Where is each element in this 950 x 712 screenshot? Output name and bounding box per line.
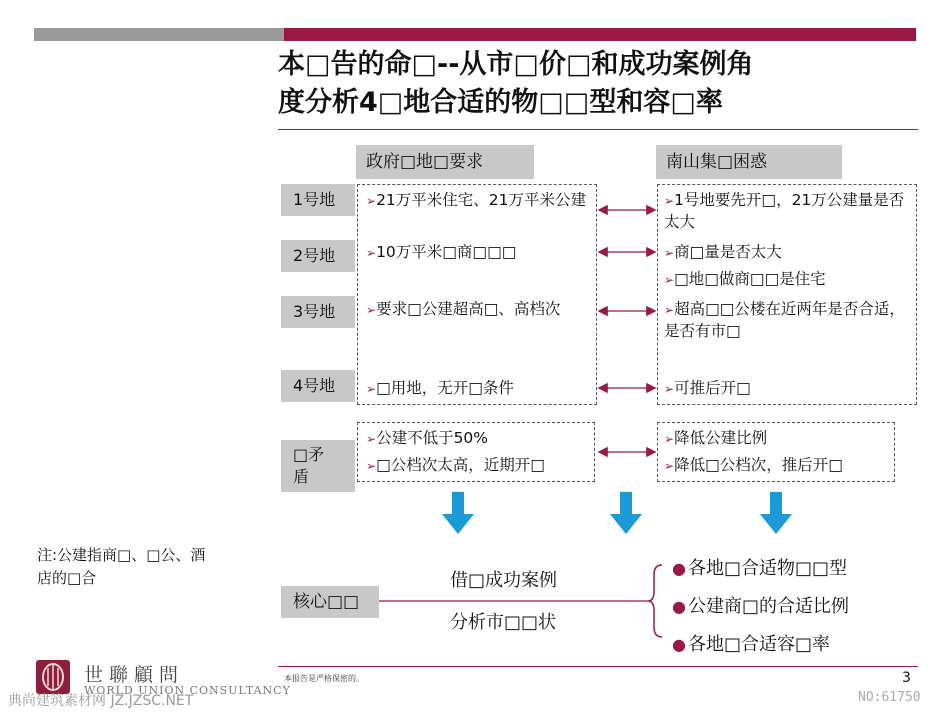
contradiction-gov-2: ➢□公档次太高，近期开□: [366, 456, 545, 474]
down-arrow-icon: [610, 492, 642, 534]
circle-bullet-icon: ●: [672, 597, 686, 616]
arrow-bullet-icon: ➢: [664, 246, 675, 260]
down-arrow-icon: [760, 492, 792, 534]
logo-english-name: WORLD UNION CONSULTANCY: [84, 684, 291, 697]
concern-item-4: ➢可推后开□: [664, 379, 751, 397]
concern-item-3: ➢超高□□公楼在近两年是否合适，是否有市□: [664, 300, 905, 340]
gov-item-1: ➢21万平米住宅、21万平米公建: [366, 191, 587, 209]
outcome-3: ● 各地□合适容□率: [672, 634, 830, 655]
outcome-bracket: [648, 565, 662, 637]
contradiction-gov-1: ➢公建不低于50%: [366, 429, 489, 447]
watermark-left: 典尚建筑素材网 JZ.JZSC.NET: [8, 693, 194, 709]
method-2: 分析市□□状: [450, 612, 557, 633]
arrow-bullet-icon: ➢: [366, 432, 377, 446]
footer-rule: [278, 666, 918, 667]
arrow-bullet-icon: ➢: [664, 432, 675, 446]
page-number: 3: [902, 670, 911, 686]
footnote: 注:公建指商□、□公、酒店的□合: [37, 546, 206, 587]
arrow-bullet-icon: ➢: [664, 194, 675, 208]
outcome-1: ● 各地□合适物□□型: [672, 558, 847, 579]
confidential-note: 本报告是严格保密的。: [284, 674, 364, 683]
row-label-4: 4号地: [281, 370, 355, 402]
arrow-bullet-icon: ➢: [366, 194, 377, 208]
circle-bullet-icon: ●: [672, 559, 686, 578]
method-1: 借□成功案例: [450, 570, 558, 591]
core-label: 核心□□: [281, 586, 379, 618]
down-arrow-icon: [442, 492, 474, 534]
outcome-2: ● 公建商□的合适比例: [672, 596, 849, 617]
header-government: 政府□地□要求: [356, 145, 534, 179]
arrow-bullet-icon: ➢: [664, 382, 675, 396]
arrow-bullet-icon: ➢: [366, 246, 377, 260]
header-nanshan: 南山集□困惑: [656, 145, 842, 179]
gov-item-4: ➢□用地，无开□条件: [366, 379, 514, 397]
row-label-3: 3号地: [281, 296, 355, 328]
contradiction-concern-1: ➢降低公建比例: [664, 429, 768, 447]
arrow-bullet-icon: ➢: [664, 459, 675, 473]
arrow-bullet-icon: ➢: [664, 273, 675, 287]
gov-item-2: ➢10万平米□商□□□: [366, 243, 517, 261]
circle-bullet-icon: ●: [672, 635, 686, 654]
company-logo-icon: [36, 660, 70, 694]
contradiction-concern-2: ➢降低□公档次，推后开□: [664, 456, 843, 474]
title-line-2: 度分析4□地合适的物□□型和容□率: [278, 87, 723, 118]
watermark-right: NO:61750: [858, 690, 921, 705]
contradiction-label: □矛盾: [281, 440, 355, 492]
arrow-bullet-icon: ➢: [366, 459, 377, 473]
concern-item-2b: ➢□地□做商□□是住宅: [664, 270, 826, 288]
arrow-bullet-icon: ➢: [366, 303, 377, 317]
title-line-1: 本□告的命□--从市□价□和成功案例角: [278, 49, 754, 80]
arrow-bullet-icon: ➢: [664, 303, 675, 317]
gov-item-3: ➢要求□公建超高□、高档次: [366, 300, 561, 318]
logo-chinese-name: 世聯顧問: [84, 664, 185, 686]
concern-item-2: ➢商□量是否太大: [664, 243, 782, 261]
row-label-2: 2号地: [281, 240, 355, 272]
arrow-bullet-icon: ➢: [366, 382, 377, 396]
concern-item-1: ➢1号地要先开□，21万公建量是否太大: [664, 191, 905, 231]
row-label-1: 1号地: [281, 184, 355, 216]
